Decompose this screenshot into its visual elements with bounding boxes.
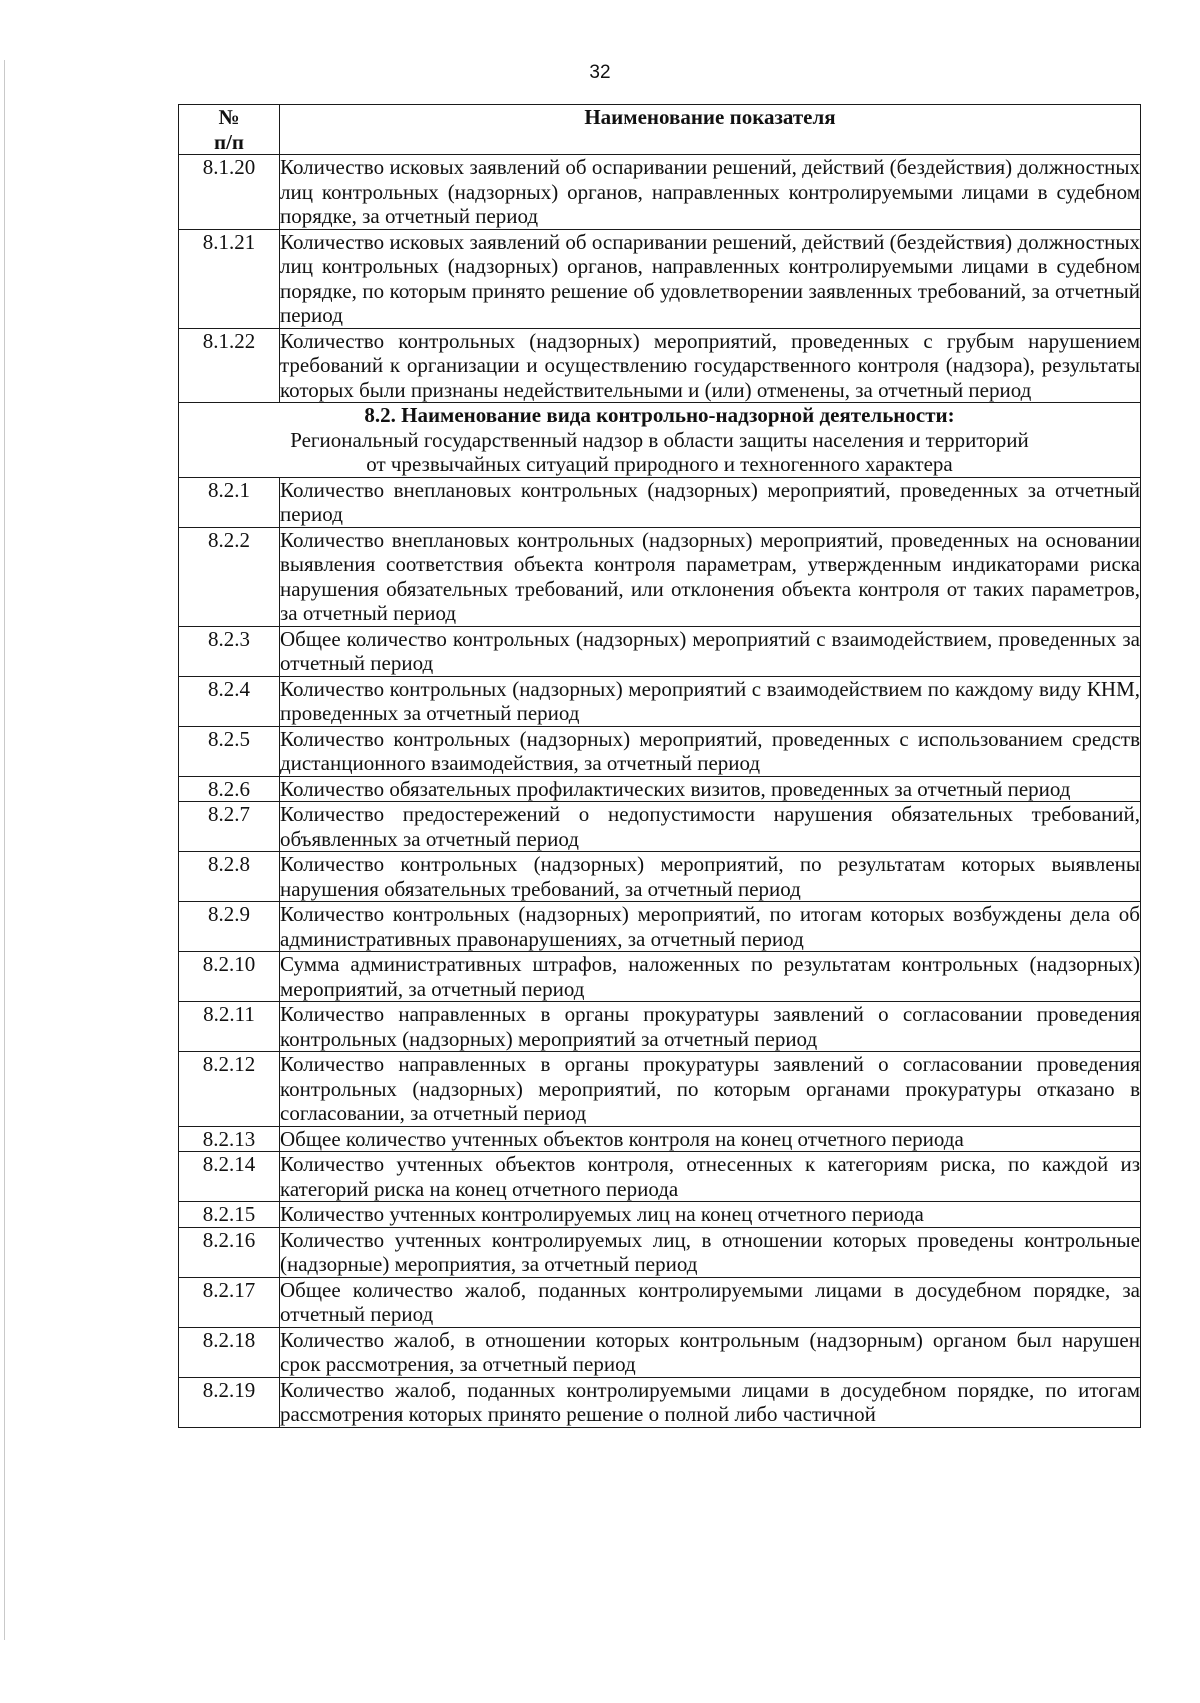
row-number: 8.2.16 (179, 1227, 280, 1277)
row-indicator-name: Количество учтенных контролируемых лиц, в отношении которых проведены контрольные (надзорные) мероприятия, за отчетный период (280, 1227, 1140, 1276)
row-indicator-name: Количество учтенных объектов контроля, отнесенных к категориям риска, по каждой из категорий риска на конец отчетного периода (280, 1152, 1140, 1201)
table-row (179, 1126, 1141, 1152)
row-indicator-name: Общее количество контрольных (надзорных) мероприятий с взаимодействием, проведенных за отчетный период (280, 626, 1140, 675)
row-number: 8.2.17 (179, 1277, 280, 1327)
table-row (179, 626, 1141, 676)
section-subtitle-line-2: от чрезвычайных ситуаций природного и техногенного характера (366, 452, 953, 476)
table-row (179, 1377, 1141, 1427)
row-number: 8.2.10 (179, 952, 280, 1002)
row-number: 8.1.21 (179, 229, 280, 328)
indicators-table (178, 104, 1141, 1428)
table-body-section-8-2 (179, 477, 1141, 1427)
row-indicator-name: Количество контрольных (надзорных) мероприятий, по результатам которых выявлены нарушения обязательных требований, за отчетный период (280, 852, 1140, 901)
table-row (179, 1277, 1141, 1327)
table-header-row (179, 105, 1141, 155)
row-indicator-name: Количество направленных в органы прокуратуры заявлений о согласовании проведения контрольных (надзорных) мероприятий, по которым органами прокуратуры отказано в согласовании, за отчетный период (280, 1052, 1140, 1125)
table-row (179, 776, 1141, 802)
row-number: 8.2.8 (179, 852, 280, 902)
row-indicator-name: Количество контрольных (надзорных) мероприятий, проведенных с грубым нарушением требований к организации и осуществлению государственного контроля (надзора), результаты которых были признаны недействительными и (или) отменены, за отчетный период (280, 328, 1140, 402)
row-indicator-name: Количество направленных в органы прокуратуры заявлений о согласовании проведения контрольных (надзорных) мероприятий за отчетный период (280, 1002, 1140, 1051)
row-indicator-name: Количество исковых заявлений об оспаривании решений, действий (бездействия) должностных лиц контрольных (надзорных) органов, направленных контролируемыми лицами в судебном порядке, за отчетный период (280, 155, 1140, 228)
row-indicator-name: Количество учтенных контролируемых лиц на конец отчетного периода (280, 1202, 1141, 1228)
row-number: 8.2.7 (179, 802, 280, 852)
table-body-section-heading (179, 403, 1141, 478)
row-number: 8.2.1 (179, 477, 280, 527)
header-name-cell: Наименование показателя (280, 105, 1141, 155)
table-row (179, 1202, 1141, 1228)
row-number: 8.1.20 (179, 155, 280, 230)
header-number-symbol: № (218, 105, 240, 129)
row-number: 8.2.11 (179, 1002, 280, 1052)
scan-margin-line (4, 60, 5, 1640)
row-number: 8.2.3 (179, 626, 280, 676)
section-heading-cell (179, 403, 1141, 478)
row-number: 8.2.15 (179, 1202, 280, 1228)
row-number: 8.2.5 (179, 726, 280, 776)
table-row (179, 902, 1141, 952)
page-number: 32 (589, 62, 611, 83)
table-row (179, 1052, 1141, 1127)
table-row (179, 477, 1141, 527)
table-row (179, 1152, 1141, 1202)
header-number-abbrev: п/п (213, 129, 245, 154)
row-number: 8.2.19 (179, 1377, 280, 1427)
table-row (179, 726, 1141, 776)
row-indicator-name: Количество жалоб, поданных контролируемыми лицами в досудебном порядке, по итогам рассмотрения которых принято решение о полной либо частичной (280, 1377, 1140, 1426)
row-number: 8.2.12 (179, 1052, 280, 1127)
row-indicator-name: Количество внеплановых контрольных (надзорных) мероприятий, проведенных за отчетный период (280, 477, 1140, 526)
row-indicator-name: Количество контрольных (надзорных) мероприятий, по итогам которых возбуждены дела об административных правонарушениях, за отчетный период (280, 902, 1140, 951)
section-heading-row (179, 403, 1141, 478)
row-indicator-name: Количество жалоб, в отношении которых контрольным (надзорным) органом был нарушен срок рассмотрения, за отчетный период (280, 1327, 1140, 1376)
row-number: 8.2.13 (179, 1126, 280, 1152)
table-body-section-8-1 (179, 155, 1141, 403)
table-row (179, 676, 1141, 726)
row-indicator-name: Сумма административных штрафов, наложенных по результатам контрольных (надзорных) мероприятий, за отчетный период (280, 952, 1140, 1001)
section-subtitle-line-1: Региональный государственный надзор в области защиты населения и территорий (290, 427, 1029, 452)
row-indicator-name: Количество контрольных (надзорных) мероприятий, проведенных с использованием средств дистанционного взаимодействия, за отчетный период (280, 726, 1140, 775)
row-indicator-name: Количество контрольных (надзорных) мероприятий с взаимодействием по каждому виду КНМ, проведенных за отчетный период (280, 676, 1140, 725)
row-number: 8.1.22 (179, 328, 280, 403)
row-number: 8.2.18 (179, 1327, 280, 1377)
table-row (179, 229, 1141, 328)
header-number-cell (179, 105, 280, 155)
row-indicator-name: Общее количество жалоб, поданных контролируемыми лицами в досудебном порядке, за отчетный период (280, 1277, 1140, 1326)
row-indicator-name: Общее количество учтенных объектов контроля на конец отчетного периода (280, 1126, 1141, 1152)
row-number: 8.2.4 (179, 676, 280, 726)
table-row (179, 852, 1141, 902)
row-indicator-name: Количество предостережений о недопустимости нарушения обязательных требований, объявленных за отчетный период (280, 802, 1140, 851)
table-row (179, 527, 1141, 626)
table-row (179, 952, 1141, 1002)
table-row (179, 1002, 1141, 1052)
row-indicator-name: Количество внеплановых контрольных (надзорных) мероприятий, проведенных на основании выявления соответствия объекта контроля параметрам, утвержденным индикаторами риска нарушения обязательных требований, или отклонения объекта контроля от таких параметров, за отчетный период (280, 527, 1140, 625)
section-title: 8.2. Наименование вида контрольно-надзорной деятельности: (364, 403, 955, 427)
table-row (179, 328, 1141, 403)
row-number: 8.2.14 (179, 1152, 280, 1202)
table-row (179, 802, 1141, 852)
table-row (179, 1327, 1141, 1377)
table-row (179, 155, 1141, 230)
row-number: 8.2.2 (179, 527, 280, 626)
row-indicator-name: Количество исковых заявлений об оспаривании решений, действий (бездействия) должностных лиц контрольных (надзорных) органов, направленных контролируемыми лицами в судебном порядке, по которым принято решение об удовлетворении заявленных требований, за отчетный период (280, 229, 1140, 327)
table-row (179, 1227, 1141, 1277)
row-number: 8.2.9 (179, 902, 280, 952)
row-indicator-name: Количество обязательных профилактических визитов, проведенных за отчетный период (280, 776, 1141, 802)
row-number: 8.2.6 (179, 776, 280, 802)
